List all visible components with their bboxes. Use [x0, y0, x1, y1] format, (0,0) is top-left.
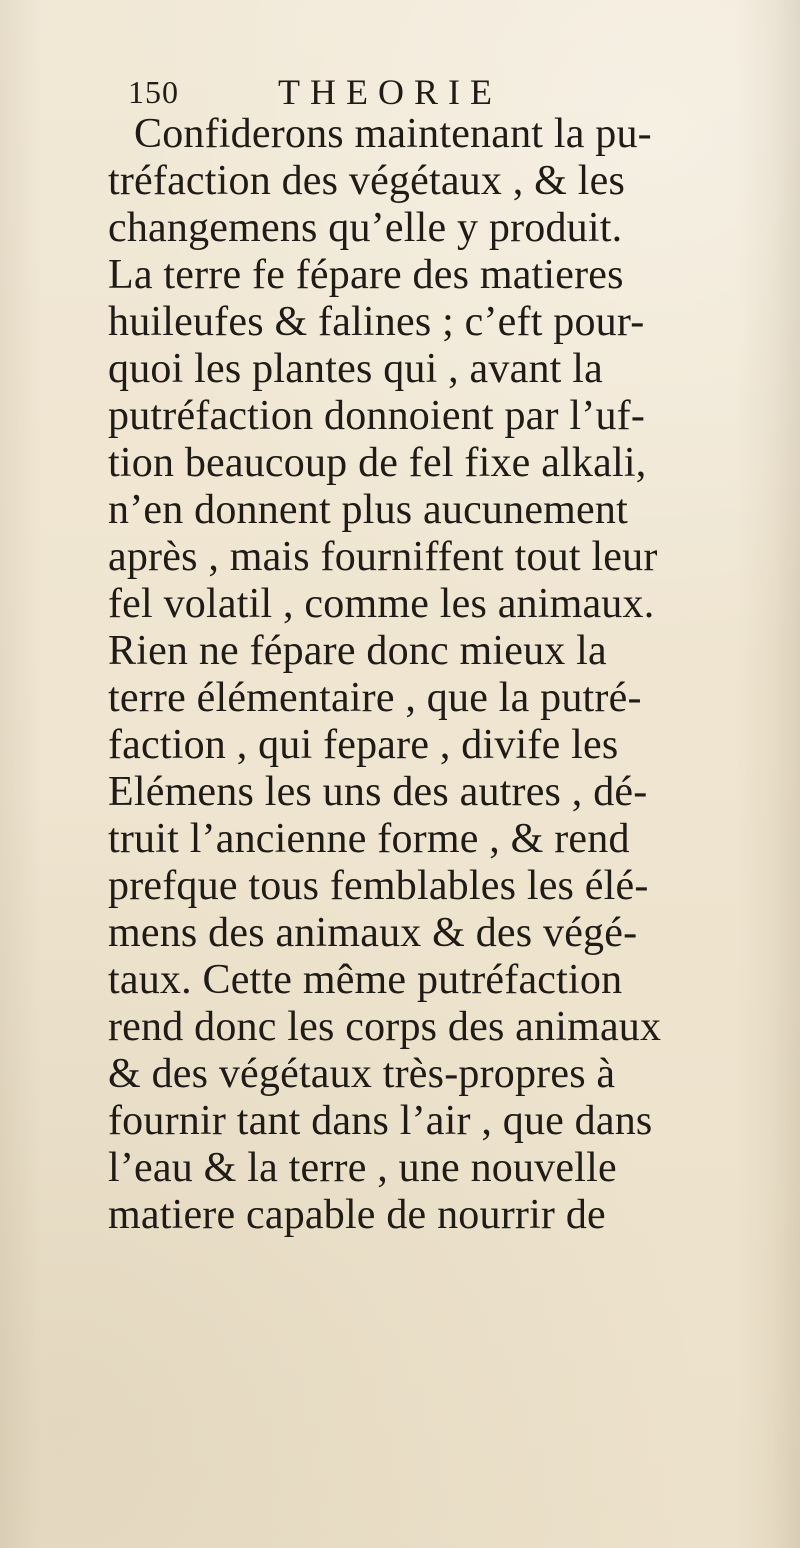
text-line: après , mais fourniffent tout leur [108, 534, 658, 580]
text-line: tréfaction des végétaux , & les [108, 158, 626, 204]
text-line: putréfaction donnoient par l’uf- [108, 393, 646, 439]
text-line: Confiderons maintenant la pu- [134, 111, 652, 157]
running-head: THEORIE [278, 72, 502, 112]
text-line: truit l’ancienne forme , & rend [108, 816, 630, 862]
text-line: mens des animaux & des végé- [108, 910, 638, 956]
page-shadow-left [0, 0, 42, 1548]
text-line: fel volatil , comme les animaux. [108, 581, 655, 627]
text-line: quoi les plantes qui , avant la [108, 346, 603, 392]
text-line: prefque tous femblables les élé- [108, 863, 649, 909]
text-line: Elémens les uns des autres , dé- [108, 769, 648, 815]
page-shadow-right [736, 0, 800, 1548]
text-line: taux. Cette même putréfaction [108, 957, 623, 1003]
text-line: terre élémentaire , que la putré- [108, 675, 642, 721]
text-line: rend donc les corps des animaux [108, 1004, 662, 1050]
text-line: changemens qu’elle y produit. [108, 205, 623, 251]
text-line: n’en donnent plus aucunement [108, 487, 628, 533]
text-line: faction , qui fepare , divife les [108, 722, 619, 768]
text-line: huileufes & falines ; c’eft pour- [108, 299, 645, 345]
text-line: l’eau & la terre , une nouvelle [108, 1145, 617, 1191]
text-line: matiere capable de nourrir de [108, 1192, 606, 1238]
text-line: La terre fe fépare des matieres [108, 252, 624, 298]
text-line: Rien ne fépare donc mieux la [108, 628, 607, 674]
text-line: fournir tant dans l’air , que dans [108, 1098, 653, 1144]
text-line: & des végétaux très-propres à [108, 1051, 616, 1097]
page-header [128, 72, 668, 112]
text-line: tion beaucoup de fel fixe alkali, [108, 440, 647, 486]
page-number: 150 [128, 74, 179, 110]
